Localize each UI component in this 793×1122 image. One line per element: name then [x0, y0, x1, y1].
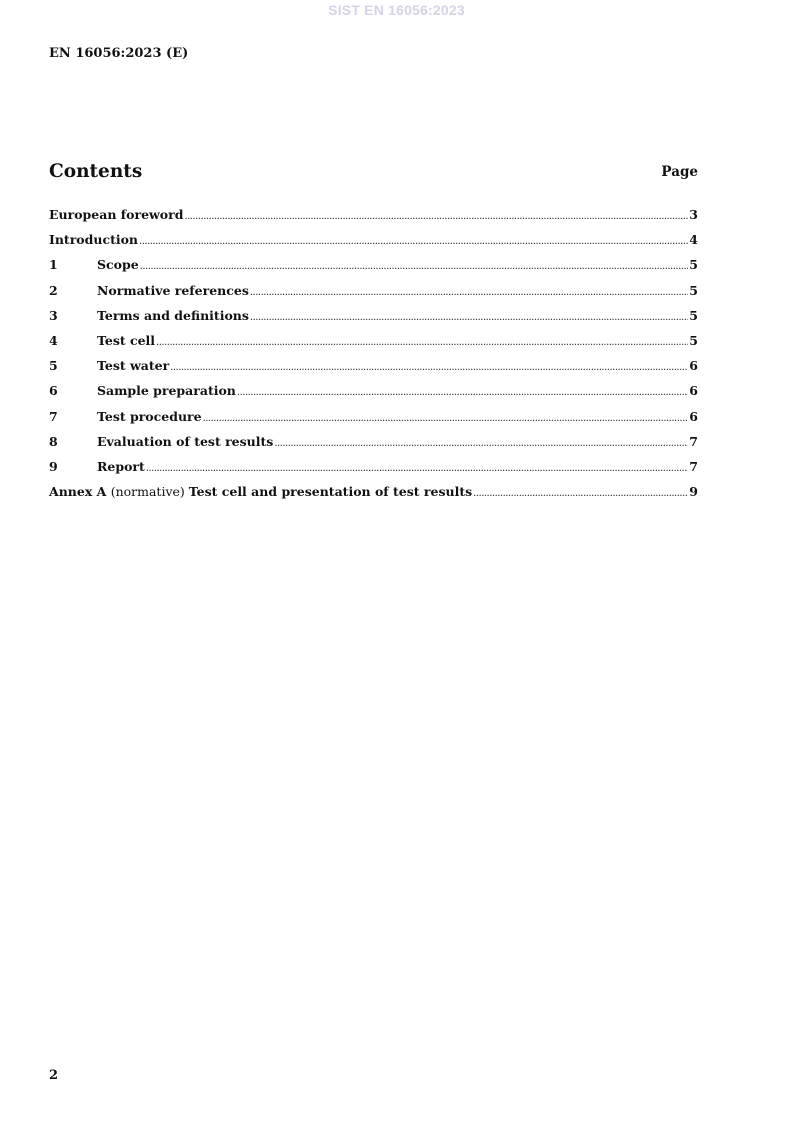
- toc-entry-page: 3: [689, 207, 698, 222]
- toc-entry-scope[interactable]: [49, 257, 698, 282]
- toc-entry-page: 9: [689, 484, 698, 500]
- dot-leader: [156, 337, 688, 348]
- toc-entry-normative-references[interactable]: [49, 283, 698, 308]
- toc-entry-title: Terms and definitions: [97, 307, 249, 323]
- toc-entry-report[interactable]: [49, 459, 698, 484]
- toc-entry-number: 9: [49, 458, 58, 474]
- toc-entry-number: 1: [49, 257, 58, 273]
- toc-entry-terms-and-definitions[interactable]: [49, 308, 698, 333]
- toc-entry-page: 5: [689, 332, 698, 348]
- dot-leader: [473, 488, 688, 499]
- dot-leader: [170, 362, 688, 373]
- toc-entry-page: 7: [689, 433, 698, 449]
- toc-entry-title: Sample preparation: [97, 383, 236, 399]
- toc-entry-page: 7: [689, 458, 698, 474]
- toc-entry-title: Normative references: [97, 282, 249, 298]
- toc-entry-title: Test water: [97, 358, 170, 374]
- dot-leader: [274, 438, 688, 449]
- annex-label: Annex A: [49, 484, 111, 500]
- dot-leader: [146, 463, 689, 474]
- toc-entry-page: 6: [689, 408, 698, 424]
- toc-entry-title: Test procedure: [97, 408, 202, 424]
- toc-entry-european-foreword[interactable]: [49, 207, 698, 232]
- toc-entry-annex-a[interactable]: [49, 484, 698, 509]
- toc-entry-sample-preparation[interactable]: [49, 383, 698, 408]
- toc-entry-introduction[interactable]: [49, 232, 698, 257]
- toc-entry-title: Test cell: [97, 332, 156, 348]
- toc-entry-evaluation-of-test-results[interactable]: [49, 434, 698, 459]
- page-column-label: Page: [661, 164, 698, 180]
- toc-entry-number: 2: [49, 282, 58, 298]
- page-number: 2: [49, 1068, 59, 1083]
- toc-entry-title: [49, 484, 472, 499]
- toc-entry-page: 5: [689, 257, 698, 273]
- toc-entry-number: 4: [49, 332, 58, 348]
- toc-entry-page: 4: [689, 232, 698, 248]
- dot-leader: [139, 236, 688, 247]
- toc-entry-title: Introduction: [49, 232, 139, 248]
- toc-entry-test-cell[interactable]: [49, 333, 698, 358]
- dot-leader: [184, 211, 688, 222]
- toc-entry-test-water[interactable]: [49, 358, 698, 383]
- toc-entry-title: Scope: [97, 257, 139, 273]
- table-of-contents: [49, 207, 698, 509]
- dot-leader: [250, 312, 688, 323]
- toc-entry-page: 6: [689, 383, 698, 399]
- toc-entry-number: 6: [49, 383, 58, 399]
- dot-leader: [140, 261, 689, 272]
- toc-entry-page: 6: [689, 358, 698, 374]
- contents-title: Contents: [49, 161, 143, 182]
- toc-entry-title: Evaluation of test results: [97, 433, 274, 449]
- toc-entry-number: 8: [49, 433, 58, 449]
- toc-entry-number: 5: [49, 358, 58, 374]
- annex-title: Test cell and presentation of test results: [188, 484, 473, 500]
- dot-leader: [203, 413, 689, 424]
- toc-entry-title: Report: [97, 458, 145, 474]
- dot-leader: [250, 287, 688, 298]
- contents-header: [49, 156, 698, 182]
- toc-entry-title: European foreword: [49, 207, 184, 222]
- toc-entry-test-procedure[interactable]: [49, 409, 698, 434]
- toc-entry-number: 7: [49, 408, 58, 424]
- watermark: SIST EN 16056:2023: [328, 2, 465, 18]
- annex-qualifier: (normative): [110, 484, 189, 500]
- toc-entry-page: 5: [689, 307, 698, 323]
- toc-entry-number: 3: [49, 307, 58, 323]
- document-identifier: EN 16056:2023 (E): [49, 46, 189, 61]
- toc-entry-page: 5: [689, 282, 698, 298]
- dot-leader: [237, 387, 688, 398]
